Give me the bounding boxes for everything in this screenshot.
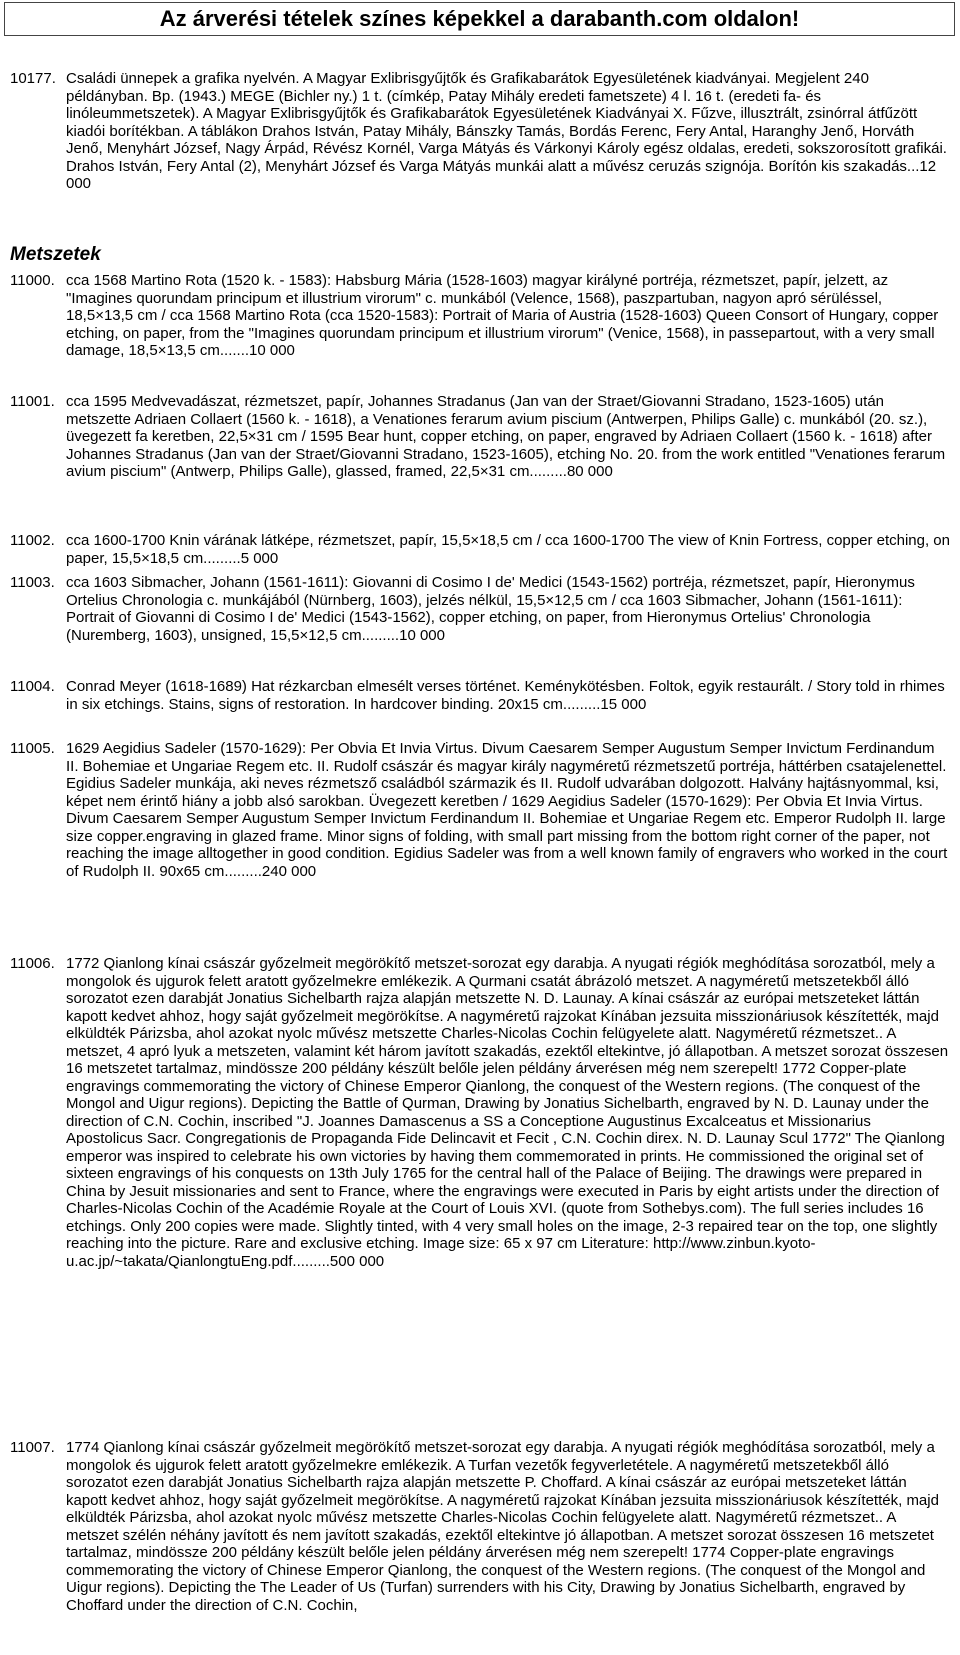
lot-entry (10, 70, 950, 193)
lot-description: cca 1595 Medvevadászat, rézmetszet, papír, Johannes Stradanus (Jan van der Straet/Giovanni Stradano, 1523-1605) után metszette Adriaen Collaert (1560 k. - 1618), a Venationes ferarum avium piscium (Antwerpen, Philips Galle) c. munkából (20. sz.), üvegezett fa keretben, 22,5×31 cm / 1595 Bear hunt, copper etching, on paper, engraved by Adriaen Collaert (1560 k. - 1618) after Johannes Stradanus (Jan van der Straet/Giovanni Stradano, 1523-1605), etching No. 20. from the work entitled "Venationes ferarum avium piscium" (Antwerp, Philips Galle), glassed, framed, 22,5×31 cm.........80 000 (66, 393, 946, 480)
lot-number: 11001. (10, 393, 55, 410)
lot-description: 1772 Qianlong kínai császár győzelmeit megörökítő metszet-sorozat egy darabja. A nyugati régiók meghódítása sorozatból, mely a mongolok és ujgurok felett aratott győzelmekre emlékezik. A Qurmani csatát ábrázoló metszet. A nagyméretű metszetekből álló sorozatot ezen darabját Jonatius Sichelbarth rajza alapján metszette N. D. Launay. A kínai császár az európai metszeteket láttán kapott kedvet ahhoz, hogy saját győzelmeit megörökítse. A nagyméretű rajzokat Kínában jezsuita misszionáriusok készítették, majd elküldték Párizsba, ahol azokat nyolc művész metszette Charles-Nicolas Cochin felügyelete alatt. Nagyméretű rézmetszet.. A metszet, 4 apró lyuk a metszeten, valamint két három javított szakadás, ezektől eltekintve, jó állapotban. A metszet sorozat összesen 16 metszetet tartalmaz, mindössze 200 példány készült belőle jelen példány árverésen még nem szerepelt! 1772 Copper-plate engravings commemorating the victory of Chinese Emperor Qianlong, the conquest of the Western regions. (The conquest of the Mongol and Uigur regions). Depicting the Battle of Qurman, Drawing by Jonatius Sichelbarth, engraved by N. D. Launay under the direction of C.N. Cochin, inscribed "J. Joannes Damascenus a SS a Conceptione Augustinus Excalceatus et Missionarius Apostolicus Sacr. Congregationis de Propaganda Fide Delincavit et Fecit , C.N. Cochin direx. N. D. Launay Scul 1772" The Qianlong emperor was inspired to celebrate his own victories by having them commemorated in prints. He commissioned the original set of sixteen engravings of his conquests on 13th July 1765 for the central hall of the Palace of Beijing. The drawings were prepared in China by Jesuit missionaries and sent to France, where the engravings were executed in Paris by eight artists under the direction of Charles-Nicolas Cochin of the Académie Royale at the Court of Louis XVI. (quote from Sothebys.com). The full series includes 16 etchings. Only 200 copies were made. Slightly tinted, with 4 very small holes on the image, 2-3 repaired tear on the top, one slightly reaching into the picture. Rare and exclusive etching. Image size: 65 x 97 cm Literature: http://www.zinbun.kyoto-u.ac.jp/~takata/QianlongtuEng.pdf.........500 000 (66, 955, 949, 1270)
lot-description: 1629 Aegidius Sadeler (1570-1629): Per Obvia Et Invia Virtus. Divum Caesarem Semper Augustum Semper Invictum Ferdinandum II. Bohemiae et Ungariae Regem etc. II. Rudolf császár és magyar király nagyméretű rézmetszetű portréja, háttérben csatajelenettel. Egidius Sadeler munkája, aki neves rézmetsző családból származik és II. Rudolf udvarában dolgozott. Halvány hajtásnyommal, ksi, képet nem érintő hiány a jobb alsó sarokban. Üvegezett keretben / 1629 Aegidius Sadeler (1570-1629): Per Obvia Et Invia Virtus. Divum Caesarem Semper Augustum Semper Invictum Ferdinandum II. Bohemiae et Ungariae Regem etc. Emperor Rudolph II. large size copper.engraving in glazed frame. Minor signs of folding, with small part missing from the bottom right corner of the paper, not reaching the image alltogether in good condition. Egidius Sadeler was from a well known family of engravers who worked in the court of Rudolph II. 90x65 cm.........240 000 (66, 740, 948, 880)
lot-number: 11002. (10, 532, 55, 549)
lot-number: 11006. (10, 955, 55, 972)
lot-number: 11004. (10, 678, 55, 695)
lot-number: 11000. (10, 272, 55, 289)
lot-description: Conrad Meyer (1618-1689) Hat rézkarcban elmesélt verses történet. Keménykötésben. Foltok, egyik restaurált. / Story told in rhimes in six etchings. Stains, signs of restoration. In hardcover binding. 20x15 cm.........15 000 (66, 678, 945, 713)
lot-entry (10, 532, 950, 567)
lot-entry (10, 574, 950, 644)
lot-description: cca 1603 Sibmacher, Johann (1561-1611): Giovanni di Cosimo I de' Medici (1543-1562) portréja, rézmetszet, papír, Hieronymus Ortelius Chronologia c. munkájából (Nürnberg, 1603), jelzés nélkül, 15,5×12,5 cm / cca 1603 Sibmacher, Johann (1561-1611): Portrait of Giovanni di Cosimo I de' Medici (1543-1562), copper etching, on paper, from Hieronymus Ortelius' Chronologia (Nuremberg, 1603), unsigned, 15,5×12,5 cm.........10 000 (66, 574, 915, 644)
lot-description: Családi ünnepek a grafika nyelvén. A Magyar Exlibrisgyűjtők és Grafikabarátok Egyesületének kiadványai. Megjelent 240 példányban. Bp. (1943.) MEGE (Bichler ny.) 1 t. (címkép, Patay Mihály eredeti fametszete) 4 l. 16 t. (eredeti fa- és linóleummetszetek). A Magyar Exlibrisgyűjtők és Grafikabarátok Egyesületének Kiadványai X. Fűzve, illusztrált, zsinórral átfűzött kiadói borítékban. A táblákon Drahos István, Patay Mihály, Bánszky Tamás, Bordás Ferenc, Fery Antal, Haranghy Jenő, Horváth Jenő, Menyhárt József, Nagy Árpád, Révész Kornél, Varga Mátyás és Várkonyi Károly egész oldalas, eredeti, sokszorosított grafikái. Drahos István, Fery Antal (2), Menyhárt József és Varga Mátyás munkái alatt a művész ceruzás szignója. Borítón kis szakadás...12 000 (66, 70, 947, 192)
lot-number: 11005. (10, 740, 55, 757)
lot-number: 11003. (10, 574, 55, 591)
lot-number: 10177. (10, 70, 56, 87)
lot-entry (10, 393, 950, 481)
lot-description: cca 1568 Martino Rota (1520 k. - 1583): Habsburg Mária (1528-1603) magyar királyné portréja, rézmetszet, papír, jelzett, az "Imagines quorundam principum et illustrium virorum" c. munkából (Velence, 1568), paszpartuban, nagyon apró sérüléssel, 18,5×13,5 cm / cca 1568 Martino Rota (cca 1520-1583): Portrait of Maria of Austria (1528-1603) Queen Consort of Hungary, copper etching, on paper, from the "Imagines quorundam principum et illustrium virorum" (Venice, 1568), in passepartout, with a very small damage, 18,5×13,5 cm.......10 000 (66, 272, 939, 359)
section-heading: Metszetek (10, 244, 101, 265)
lot-entry (10, 955, 950, 1270)
lot-description: 1774 Qianlong kínai császár győzelmeit megörökítő metszet-sorozat egy darabja. A nyugati régiók meghódítása sorozatból, mely a mongolok és ujgurok felett aratott győzelmekre emlékezik. A Turfan vezetők fegyverletétele. A nagyméretű metszetekből álló sorozatot ezen darabját Jonatius Sichelbarth rajza alapján metszette P. Choffard. A kínai császár az európai metszeteket láttán kapott kedvet ahhoz, hogy saját győzelmeit megörökítse. A nagyméretű rajzokat Kínában jezsuita misszionáriusok készítették, majd elküldték Párizsba, ahol azokat nyolc művész metszette Charles-Nicolas Cochin felügyelete alatt. Nagyméretű rézmetszet.. A metszet szélén néhány javított és nem javított szakadás, ezektől eltekintve jó állapotban. A metszet sorozat összesen 16 metszetet tartalmaz, mindössze 200 példány készült belőle jelen példány árverésen még nem szerepelt! 1774 Copper-plate engravings commemorating the victory of Chinese Emperor Qianlong, the conquest of the Western regions. (The conquest of the Mongol and Uigur regions). Depicting the The Leader of Us (Turfan) surrenders with his City, Drawing by Jonatius Sichelbarth, engraved by Choffard under the direction of C.N. Cochin, (66, 1439, 939, 1614)
lot-entry (10, 740, 950, 880)
lot-entry (10, 272, 950, 360)
lot-number: 11007. (10, 1439, 55, 1456)
lot-entry (10, 1439, 950, 1614)
catalog-banner: Az árverési tételek színes képekkel a darabanth.com oldalon! (4, 2, 955, 36)
lot-entry (10, 678, 950, 713)
lot-description: cca 1600-1700 Knin várának látképe, rézmetszet, papír, 15,5×18,5 cm / cca 1600-1700 The view of Knin Fortress, copper etching, on paper, 15,5×18,5 cm.........5 000 (66, 532, 950, 567)
